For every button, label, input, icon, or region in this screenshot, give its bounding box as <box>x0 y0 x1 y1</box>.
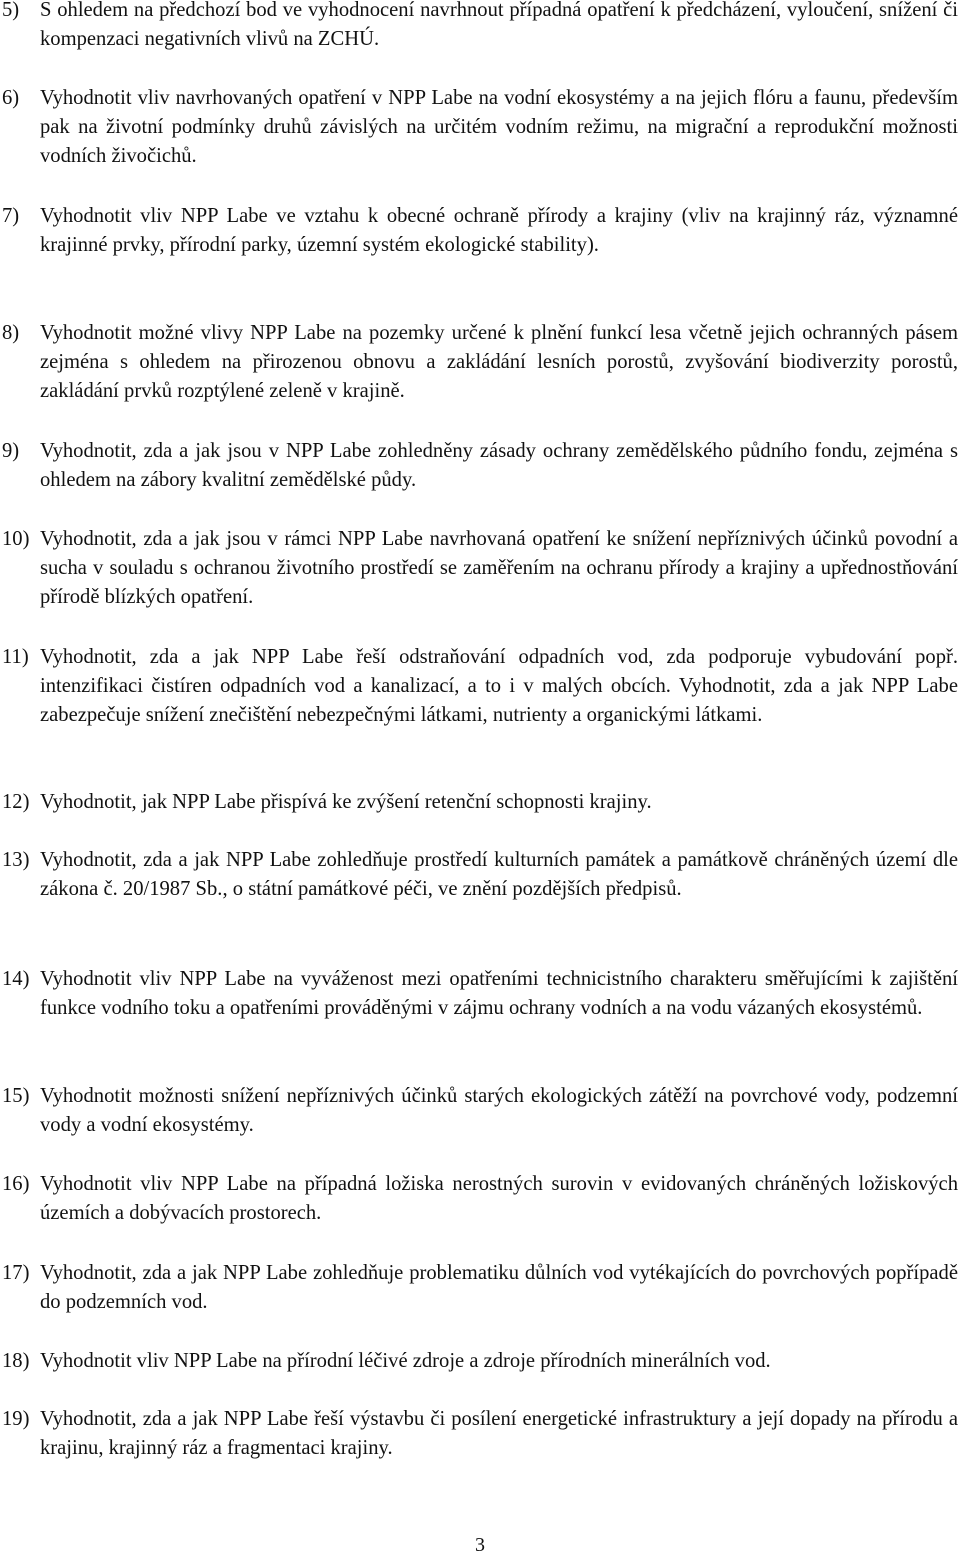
list-item-text: Vyhodnotit, jak NPP Labe přispívá ke zvýšení retenční schopnosti krajiny. <box>40 791 652 813</box>
list-item-text: Vyhodnotit možné vlivy NPP Labe na pozemky určené k plnění funkcí lesa včetně jejich ochranných pásem zejména s ohledem na přirozenou obnovu a zakládání lesních porostů, zvyšování biodiverzity porostů, zakládání prvků rozptýlené zeleně v krajině. <box>40 322 958 402</box>
list-item-number: 7) <box>2 205 20 227</box>
list-item-13 <box>2 846 958 904</box>
list-item-number: 6) <box>2 87 20 109</box>
list-item-text: Vyhodnotit vliv NPP Labe na přírodní léčivé zdroje a zdroje přírodních minerálních vod. <box>40 1350 771 1372</box>
list-item-9 <box>2 437 958 495</box>
list-item-number: 8) <box>2 322 20 344</box>
list-item-number: 17) <box>2 1262 30 1284</box>
list-item-5 <box>2 0 958 54</box>
list-item-17 <box>2 1259 958 1317</box>
list-item-number: 5) <box>2 0 20 21</box>
list-item-12 <box>2 788 958 817</box>
list-item-text: Vyhodnotit vliv navrhovaných opatření v NPP Labe na vodní ekosystémy a na jejich flóru a faunu, především pak na životní podmínky druhů závislých na určitém vodním režimu, na migrační a reprodukční možnosti vodních živočichů. <box>40 87 958 167</box>
list-item-number: 16) <box>2 1173 30 1195</box>
list-item-14 <box>2 965 958 1023</box>
list-item-number: 14) <box>2 968 30 990</box>
list-item-text: Vyhodnotit, zda a jak jsou v NPP Labe zohledněny zásady ochrany zemědělského půdního fondu, zejména s ohledem na zábory kvalitní zemědělské půdy. <box>40 440 958 491</box>
list-item-number: 9) <box>2 440 20 462</box>
list-item-11 <box>2 643 958 730</box>
list-item-text: Vyhodnotit, zda a jak NPP Labe zohledňuje prostředí kulturních památek a památkově chráněných území dle zákona č. 20/1987 Sb., o státní památkové péči, ve znění pozdějších předpisů. <box>40 849 958 900</box>
list-item-8 <box>2 319 958 406</box>
list-item-text: Vyhodnotit vliv NPP Labe na případná ložiska nerostných surovin v evidovaných chráněných ložiskových územích a dobývacích prostorech. <box>40 1173 958 1224</box>
list-item-18 <box>2 1347 958 1376</box>
list-item-number: 18) <box>2 1350 30 1372</box>
list-item-number: 12) <box>2 791 30 813</box>
list-item-7 <box>2 202 958 260</box>
list-item-number: 15) <box>2 1085 30 1107</box>
list-item-text: Vyhodnotit vliv NPP Labe ve vztahu k obecné ochraně přírody a krajiny (vliv na krajinný ráz, významné krajinné prvky, přírodní parky, územní systém ekologické stability). <box>40 205 958 256</box>
list-item-10 <box>2 525 958 612</box>
list-item-19 <box>2 1405 958 1463</box>
list-item-number: 10) <box>2 528 30 550</box>
list-item-number: 13) <box>2 849 30 871</box>
page-number: 3 <box>475 1534 485 1556</box>
list-item-number: 19) <box>2 1408 30 1430</box>
list-item-text: S ohledem na předchozí bod ve vyhodnocení navrhnout případná opatření k předcházení, vyloučení, snížení či kompenzaci negativních vlivů na ZCHÚ. <box>40 0 958 50</box>
list-item-16 <box>2 1170 958 1228</box>
list-item-text: Vyhodnotit, zda a jak NPP Labe zohledňuje problematiku důlních vod vytékajících do povrchových popřípadě do podzemních vod. <box>40 1262 958 1313</box>
list-item-text: Vyhodnotit možnosti snížení nepříznivých účinků starých ekologických zátěží na povrchové vody, podzemní vody a vodní ekosystémy. <box>40 1085 958 1136</box>
list-item-text: Vyhodnotit vliv NPP Labe na vyváženost mezi opatřeními technicistního charakteru směřujícími k zajištění funkce vodního toku a opatřeními prováděnými v zájmu ochrany vodních a na vodu vázaných ekosystémů. <box>40 968 958 1019</box>
list-item-number: 11) <box>2 646 29 668</box>
list-item-15 <box>2 1082 958 1140</box>
list-item-6 <box>2 84 958 171</box>
list-item-text: Vyhodnotit, zda a jak NPP Labe řeší odstraňování odpadních vod, zda podporuje vybudování popř. intenzifikaci čistíren odpadních vod a kanalizací, a to i v malých obcích. Vyhodnotit, zda a jak NPP Labe zabezpečuje snížení znečištění nebezpečnými látkami, nutrienty a organickými látkami. <box>40 646 958 726</box>
list-item-text: Vyhodnotit, zda a jak NPP Labe řeší výstavbu či posílení energetické infrastruktury a její dopady na přírodu a krajinu, krajinný ráz a fragmentaci krajiny. <box>40 1408 958 1459</box>
list-item-text: Vyhodnotit, zda a jak jsou v rámci NPP Labe navrhovaná opatření ke snížení nepříznivých účinků povodní a sucha v souladu s ochranou životního prostředí se zaměřením na ochranu přírody a krajiny a upřednostňování přírodě blízkých opatření. <box>40 528 958 608</box>
